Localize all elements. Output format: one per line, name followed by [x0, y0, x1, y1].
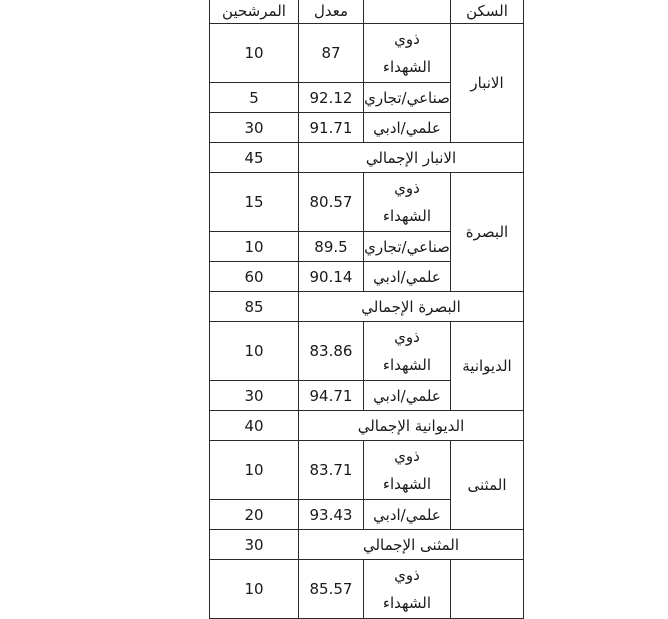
- table-row: [210, 173, 524, 232]
- header-candidates: المرشحين: [210, 0, 299, 24]
- total-row: [210, 292, 524, 322]
- specialty-cell: صناعي/تجاري: [364, 83, 451, 113]
- average-cell: 93.43: [299, 500, 364, 530]
- specialty-cell: صناعي/تجاري: [364, 232, 451, 262]
- governorate-cell: الانبار: [451, 24, 524, 143]
- candidates-cell: 60: [210, 262, 299, 292]
- average-cell: 80.57: [299, 173, 364, 232]
- average-cell: 90.14: [299, 262, 364, 292]
- header-specialty: التخصص: [364, 0, 451, 24]
- specialty-cell: ذوي الشهداء: [364, 560, 451, 619]
- average-cell: 83.86: [299, 322, 364, 381]
- specialty-cell: علمي/ادبي: [364, 113, 451, 143]
- average-cell: 94.71: [299, 381, 364, 411]
- candidates-cell: 30: [210, 381, 299, 411]
- candidates-cell: 30: [210, 113, 299, 143]
- governorate-cell: المثنى: [451, 441, 524, 530]
- specialty-cell: ذوي الشهداء: [364, 322, 451, 381]
- average-cell: 87: [299, 24, 364, 83]
- candidates-cell: 10: [210, 322, 299, 381]
- table-row: [210, 322, 524, 381]
- specialty-cell: علمي/ادبي: [364, 381, 451, 411]
- header-governorate: السكن: [451, 0, 524, 24]
- specialty-cell: ذوي الشهداء: [364, 173, 451, 232]
- governorate-cell: [451, 560, 524, 619]
- candidates-cell: 10: [210, 232, 299, 262]
- candidates-cell: 10: [210, 24, 299, 83]
- candidates-cell: 10: [210, 441, 299, 500]
- specialty-cell: ذوي الشهداء: [364, 441, 451, 500]
- candidates-cell: 20: [210, 500, 299, 530]
- table-row: [210, 560, 524, 619]
- total-label-cell: المثنى الإجمالي: [299, 530, 524, 560]
- total-label-cell: الديوانية الإجمالي: [299, 411, 524, 441]
- header-row: [210, 0, 524, 24]
- total-label-cell: الانبار الإجمالي: [299, 143, 524, 173]
- admissions-table: [209, 0, 524, 619]
- average-cell: 92.12: [299, 83, 364, 113]
- specialty-cell: علمي/ادبي: [364, 262, 451, 292]
- candidates-cell: 10: [210, 560, 299, 619]
- candidates-cell: 5: [210, 83, 299, 113]
- table-row: [210, 441, 524, 500]
- governorate-cell: البصرة: [451, 173, 524, 292]
- average-cell: 83.71: [299, 441, 364, 500]
- table-row: [210, 24, 524, 83]
- governorate-cell: الديوانية: [451, 322, 524, 411]
- total-row: [210, 530, 524, 560]
- specialty-cell: علمي/ادبي: [364, 500, 451, 530]
- candidates-cell: 15: [210, 173, 299, 232]
- average-cell: 89.5: [299, 232, 364, 262]
- header-average: معدل: [299, 0, 364, 24]
- total-label-cell: البصرة الإجمالي: [299, 292, 524, 322]
- average-cell: 85.57: [299, 560, 364, 619]
- total-count-cell: 40: [210, 411, 299, 441]
- total-row: [210, 411, 524, 441]
- total-count-cell: 85: [210, 292, 299, 322]
- total-count-cell: 30: [210, 530, 299, 560]
- average-cell: 91.71: [299, 113, 364, 143]
- total-count-cell: 45: [210, 143, 299, 173]
- specialty-cell: ذوي الشهداء: [364, 24, 451, 83]
- total-row: [210, 143, 524, 173]
